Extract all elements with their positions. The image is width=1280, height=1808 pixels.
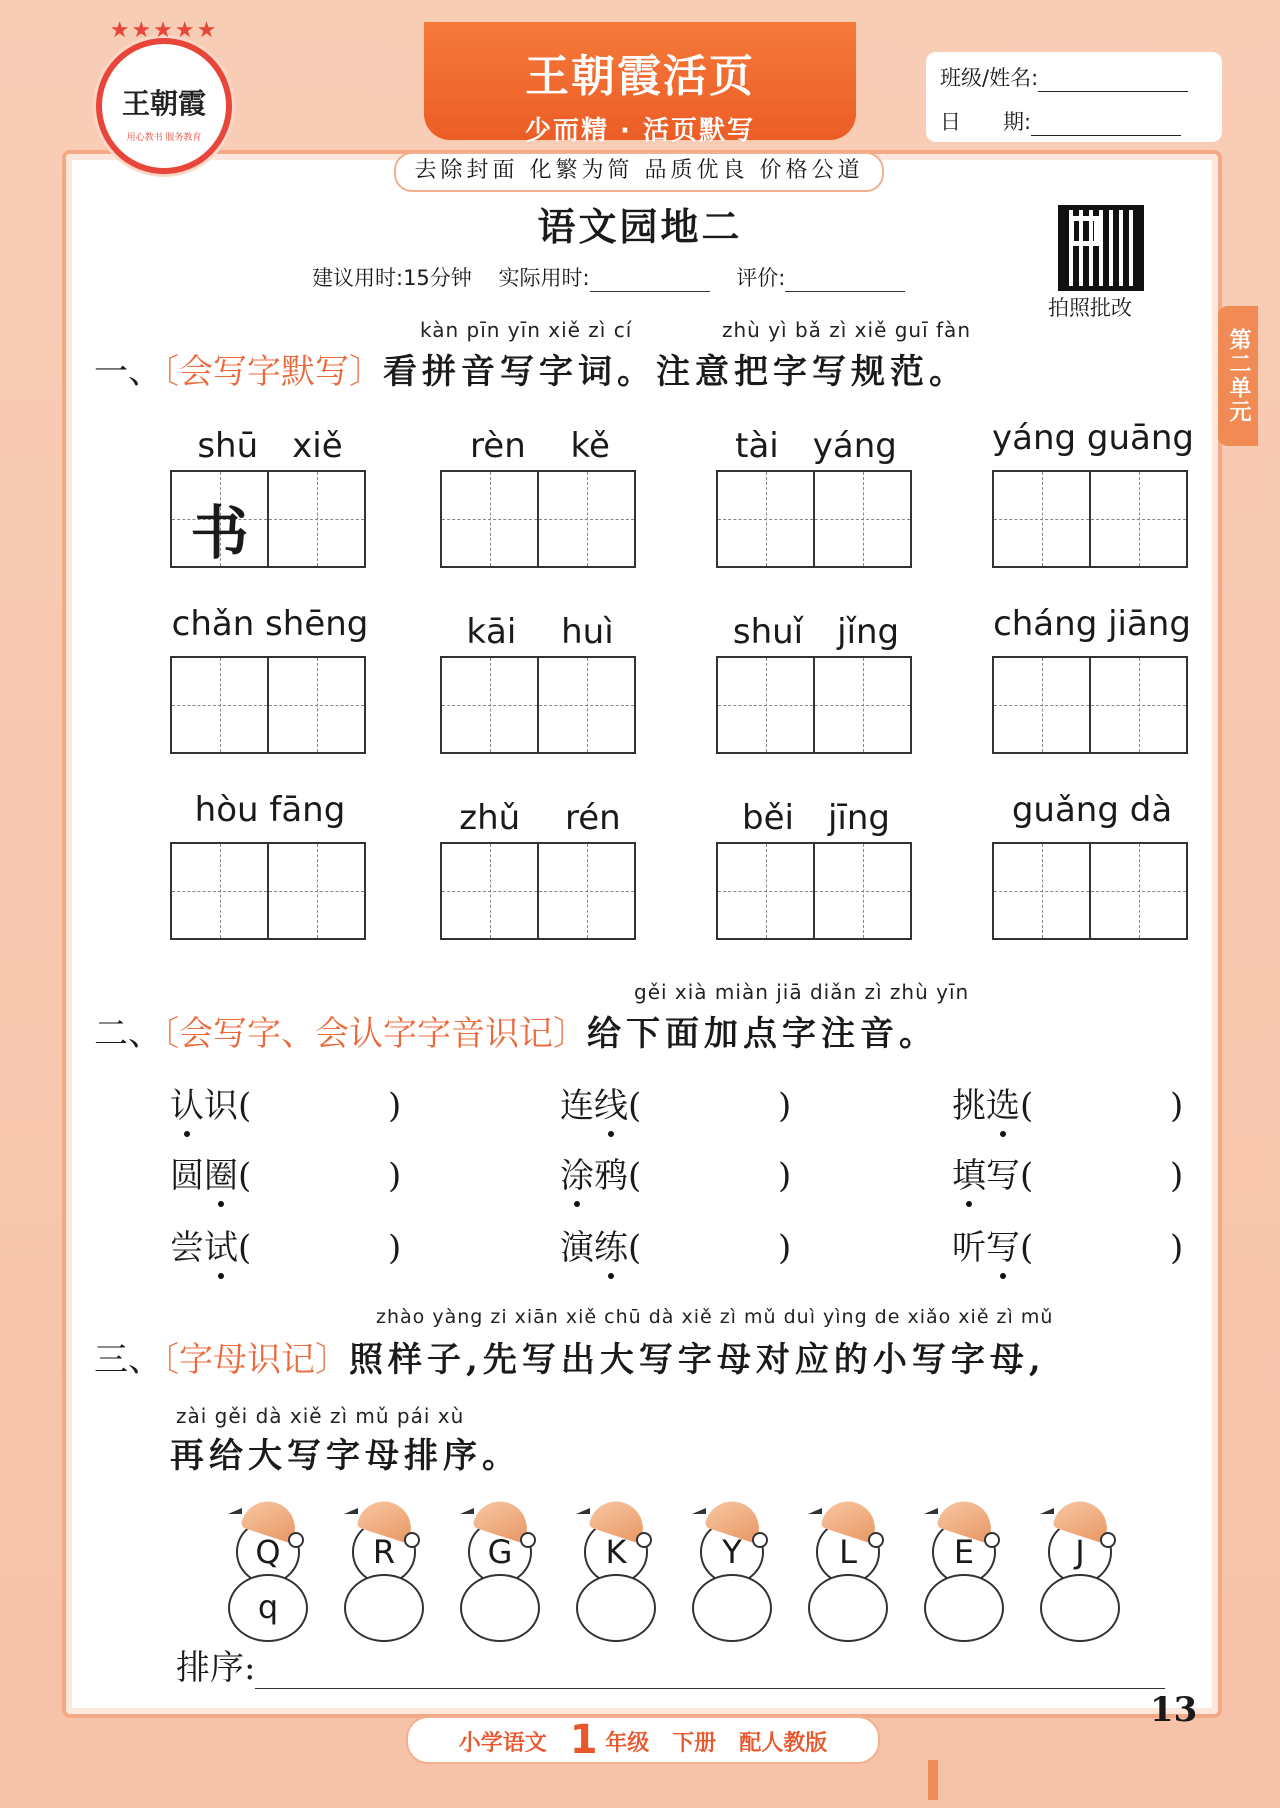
section2-heading xyxy=(94,1006,938,1055)
pinyin-answer-field[interactable] xyxy=(641,1228,791,1268)
word-char: 试 xyxy=(204,1220,238,1269)
uppercase-letter: K xyxy=(605,1533,627,1571)
paren-open: ( xyxy=(1020,1086,1034,1126)
footer-edition: 配人教版 xyxy=(739,1731,828,1756)
paren-close: ) xyxy=(388,1228,402,1268)
word-item xyxy=(440,418,640,568)
footer-subject: 小学语文 xyxy=(458,1731,547,1756)
time-meta xyxy=(312,262,905,292)
word-item xyxy=(170,418,370,568)
word-char: 填 xyxy=(952,1148,986,1197)
writing-cell[interactable] xyxy=(539,844,634,938)
paren-open: ( xyxy=(1020,1156,1034,1196)
writing-cell[interactable] xyxy=(718,658,815,752)
writing-cell[interactable] xyxy=(442,844,539,938)
writing-grid[interactable] xyxy=(716,656,912,754)
paren-close: ) xyxy=(1170,1228,1184,1268)
page-number: 13 xyxy=(1150,1690,1198,1730)
nose-icon xyxy=(576,1508,590,1514)
hat-bobble-icon xyxy=(752,1532,768,1548)
paren-open: ( xyxy=(238,1086,252,1126)
annotation-item xyxy=(170,1078,401,1127)
class-name-row xyxy=(940,62,1188,92)
writing-grid[interactable] xyxy=(992,656,1188,754)
pinyin-answer-field[interactable] xyxy=(641,1086,791,1126)
writing-cell[interactable] xyxy=(539,472,634,566)
hat-bobble-icon xyxy=(984,1532,1000,1548)
annotation-item xyxy=(952,1148,1183,1197)
paren-open: ( xyxy=(628,1156,642,1196)
pinyin-answer-field[interactable] xyxy=(251,1156,401,1196)
class-name-field[interactable] xyxy=(1038,69,1188,92)
word-char: 认 xyxy=(170,1078,204,1127)
hat-bobble-icon xyxy=(1100,1532,1116,1548)
letter-snowman xyxy=(924,1498,1004,1638)
lowercase-answer-field[interactable] xyxy=(1040,1574,1120,1642)
hat-bobble-icon xyxy=(868,1532,884,1548)
section2-label: 二、 xyxy=(94,1014,162,1054)
writing-grid[interactable] xyxy=(716,842,912,940)
word-pinyin: tài yáng xyxy=(735,426,897,466)
annotation-item xyxy=(952,1220,1183,1269)
word-char: 鸦 xyxy=(594,1156,628,1196)
suggested-time: 建议用时:15分钟 xyxy=(312,266,472,290)
paren-open: ( xyxy=(1020,1228,1034,1268)
word-item xyxy=(992,790,1192,940)
lowercase-answer-field[interactable] xyxy=(576,1574,656,1642)
evaluation-field[interactable] xyxy=(785,273,905,292)
writing-cell[interactable] xyxy=(718,844,815,938)
hat-bobble-icon xyxy=(404,1532,420,1548)
hat-bobble-icon xyxy=(288,1532,304,1548)
lowercase-answer-field[interactable] xyxy=(344,1574,424,1642)
word-pinyin: chǎn shēng xyxy=(171,604,369,644)
annotation-item xyxy=(170,1220,401,1269)
pinyin-answer-field[interactable] xyxy=(1033,1228,1183,1268)
letter-snowman xyxy=(344,1498,424,1638)
writing-grid[interactable] xyxy=(992,470,1188,568)
writing-cell[interactable] xyxy=(442,472,539,566)
student-info-box xyxy=(926,52,1222,142)
writing-cell[interactable] xyxy=(815,844,910,938)
word-char: 识 xyxy=(204,1086,238,1126)
writing-grid[interactable] xyxy=(440,842,636,940)
logo-stars: ★★★★★ xyxy=(109,18,219,43)
nose-icon xyxy=(924,1508,938,1514)
annotation-item xyxy=(560,1220,791,1269)
writing-cell[interactable] xyxy=(172,472,269,566)
date-row xyxy=(940,106,1181,136)
sort-label: 排序: xyxy=(176,1648,256,1688)
section1-instruction: 看拼音写字词。注意把字写规范。 xyxy=(383,352,968,392)
paren-open: ( xyxy=(628,1086,642,1126)
word-char: 圈 xyxy=(204,1148,238,1197)
letter-snowman xyxy=(228,1498,308,1638)
word-pinyin: kāi huì xyxy=(466,612,614,652)
footer-grade-number: 1 xyxy=(569,1717,598,1763)
section1-pinyin-a: kàn pīn yīn xiě zì cí xyxy=(420,318,633,342)
section3-pinyin2: zài gěi dà xiě zì mǔ pái xù xyxy=(176,1404,465,1428)
paren-open: ( xyxy=(238,1228,252,1268)
page-title: 语文园地二 xyxy=(537,204,743,249)
writing-cell[interactable] xyxy=(1091,472,1186,566)
uppercase-letter: Y xyxy=(722,1533,742,1571)
writing-grid[interactable] xyxy=(170,470,366,568)
pinyin-answer-field[interactable] xyxy=(251,1228,401,1268)
evaluation-label: 评价: xyxy=(736,266,786,290)
section2-instruction: 给下面加点字注音。 xyxy=(587,1014,938,1054)
word-char: 圆 xyxy=(170,1156,204,1196)
paren-close: ) xyxy=(778,1156,792,1196)
lowercase-answer-field[interactable] xyxy=(924,1574,1004,1642)
word-item xyxy=(992,418,1192,568)
word-char: 线 xyxy=(594,1078,628,1127)
section3-tag: 〔字母识记〕 xyxy=(162,1340,349,1380)
section3-heading xyxy=(94,1332,1046,1381)
letter-snowman xyxy=(692,1498,772,1638)
nose-icon xyxy=(808,1508,822,1514)
sort-row xyxy=(176,1640,1165,1689)
writing-cell[interactable] xyxy=(172,658,269,752)
writing-cell[interactable] xyxy=(994,658,1091,752)
letter-snowman xyxy=(460,1498,540,1638)
word-char: 挑 xyxy=(952,1086,986,1126)
section2-tag: 〔会写字、会认字字音识记〕 xyxy=(162,1014,587,1054)
writing-cell[interactable] xyxy=(1091,658,1186,752)
section1-label: 一、 xyxy=(94,352,162,392)
pinyin-answer-field[interactable] xyxy=(1033,1086,1183,1126)
pinyin-answer-field[interactable] xyxy=(251,1086,401,1126)
writing-cell[interactable] xyxy=(718,472,815,566)
nose-icon xyxy=(344,1508,358,1514)
section1-tag: 〔会写字默写〕 xyxy=(162,352,383,392)
nose-icon xyxy=(1040,1508,1054,1514)
uppercase-letter: J xyxy=(1075,1533,1085,1571)
word-char: 尝 xyxy=(170,1228,204,1268)
annotation-item xyxy=(560,1078,791,1127)
lowercase-answer-field[interactable] xyxy=(808,1574,888,1642)
word-pinyin: běi jīng xyxy=(742,798,890,838)
paren-close: ) xyxy=(388,1156,402,1196)
uppercase-letter: Q xyxy=(255,1533,281,1571)
word-char: 练 xyxy=(594,1220,628,1269)
word-item xyxy=(440,604,640,754)
writing-cell[interactable] xyxy=(269,844,364,938)
nose-icon xyxy=(228,1508,242,1514)
letter-snowman xyxy=(808,1498,888,1638)
date-field[interactable] xyxy=(1031,113,1181,136)
lowercase-answer-field[interactable] xyxy=(692,1574,772,1642)
writing-cell[interactable] xyxy=(269,472,364,566)
section3-line2 xyxy=(170,1428,521,1477)
word-char: 连 xyxy=(560,1086,594,1126)
nose-icon xyxy=(692,1508,706,1514)
writing-grid[interactable] xyxy=(440,656,636,754)
writing-cell[interactable] xyxy=(815,472,910,566)
uppercase-letter: L xyxy=(839,1533,857,1571)
brand-title: 王朝霞活页 xyxy=(525,51,755,102)
uppercase-letter: R xyxy=(372,1533,396,1571)
letter-snowman xyxy=(1040,1498,1120,1638)
word-char: 选 xyxy=(986,1078,1020,1127)
writing-grid[interactable] xyxy=(992,842,1188,940)
writing-cell[interactable] xyxy=(815,658,910,752)
word-item xyxy=(716,418,916,568)
date-label: 日 期: xyxy=(940,110,1032,134)
hat-bobble-icon xyxy=(520,1532,536,1548)
word-pinyin: rèn kě xyxy=(470,426,610,466)
word-item xyxy=(440,790,640,940)
word-pinyin: guǎng dà xyxy=(1011,790,1173,830)
sample-character: 书 xyxy=(190,499,249,567)
brand-subtitle: 少而精 · 活页默写 xyxy=(525,116,755,146)
word-char: 演 xyxy=(560,1228,594,1268)
annotation-item xyxy=(952,1078,1183,1127)
section3-pinyin1: zhào yàng zi xiān xiě chū dà xiě zì mǔ duì yìng de xiǎo xiě zì mǔ xyxy=(376,1306,1054,1328)
unit-tab: 第二单元 xyxy=(1218,306,1258,446)
lowercase-letter: q xyxy=(257,1588,279,1626)
lowercase-answer-field[interactable] xyxy=(228,1574,308,1642)
letter-snowman xyxy=(576,1498,656,1638)
logo-slogan: 用心教书 服务教育 xyxy=(126,133,202,143)
writing-cell[interactable] xyxy=(442,658,539,752)
lowercase-answer-field[interactable] xyxy=(460,1574,540,1642)
writing-grid[interactable] xyxy=(716,470,912,568)
writing-cell[interactable] xyxy=(269,658,364,752)
section3-instruction2: 再给大写字母排序。 xyxy=(170,1436,521,1476)
word-item xyxy=(170,790,370,940)
word-item xyxy=(170,604,370,754)
paren-close: ) xyxy=(778,1086,792,1126)
paren-close: ) xyxy=(1170,1086,1184,1126)
slogan-strip: 去除封面 化繁为简 品质优良 价格公道 xyxy=(394,152,884,192)
word-item xyxy=(716,790,916,940)
word-item xyxy=(992,604,1192,754)
footer-marker xyxy=(928,1760,938,1800)
pinyin-answer-field[interactable] xyxy=(641,1156,791,1196)
word-char: 听 xyxy=(952,1228,986,1268)
word-char: 写 xyxy=(986,1156,1020,1196)
hat-bobble-icon xyxy=(636,1532,652,1548)
section2-pinyin: gěi xià miàn jiā diǎn zì zhù yīn xyxy=(634,980,970,1004)
annotation-item xyxy=(560,1148,791,1197)
class-name-label: 班级/姓名: xyxy=(940,66,1039,90)
writing-cell[interactable] xyxy=(172,844,269,938)
actual-time-field[interactable] xyxy=(590,273,710,292)
section1-heading xyxy=(94,344,968,393)
annotation-item xyxy=(170,1148,401,1197)
paren-open: ( xyxy=(238,1156,252,1196)
word-pinyin: hòu fāng xyxy=(194,790,346,830)
word-item xyxy=(716,604,916,754)
word-pinyin: shū xiě xyxy=(197,426,343,466)
qr-code[interactable] xyxy=(1058,205,1144,291)
paren-close: ) xyxy=(1170,1156,1184,1196)
word-pinyin: cháng jiāng xyxy=(993,604,1191,644)
footer-term: 下册 xyxy=(672,1731,717,1756)
writing-cell[interactable] xyxy=(1091,844,1186,938)
word-pinyin: yáng guāng xyxy=(992,418,1194,458)
section3-label: 三、 xyxy=(94,1340,162,1380)
actual-time-label: 实际用时: xyxy=(498,266,590,290)
footer-strip xyxy=(406,1716,880,1764)
brand-logo xyxy=(96,18,232,174)
section1-pinyin-b: zhù yì bǎ zì xiě guī fàn xyxy=(722,318,971,342)
word-pinyin: shuǐ jǐng xyxy=(732,612,900,652)
section3-instruction1: 照样子,先写出大写字母对应的小写字母, xyxy=(349,1340,1046,1380)
writing-grid[interactable] xyxy=(170,656,366,754)
word-char: 写 xyxy=(986,1220,1020,1269)
uppercase-letter: E xyxy=(953,1533,975,1571)
writing-cell[interactable] xyxy=(994,844,1091,938)
writing-cell[interactable] xyxy=(539,658,634,752)
sort-answer-field[interactable] xyxy=(255,1660,1165,1689)
writing-grid[interactable] xyxy=(170,842,366,940)
footer-grade: 年级 xyxy=(605,1731,650,1756)
word-pinyin: zhǔ rén xyxy=(459,798,621,838)
brand-banner xyxy=(424,22,856,146)
word-char: 涂 xyxy=(560,1148,594,1197)
uppercase-letter: G xyxy=(487,1533,513,1571)
paren-close: ) xyxy=(778,1228,792,1268)
logo-name: 王朝霞 xyxy=(121,87,206,120)
paren-close: ) xyxy=(388,1086,402,1126)
nose-icon xyxy=(460,1508,474,1514)
paren-open: ( xyxy=(628,1228,642,1268)
qr-label: 拍照批改 xyxy=(1048,296,1132,320)
writing-grid[interactable] xyxy=(440,470,636,568)
pinyin-answer-field[interactable] xyxy=(1033,1156,1183,1196)
writing-cell[interactable] xyxy=(994,472,1091,566)
